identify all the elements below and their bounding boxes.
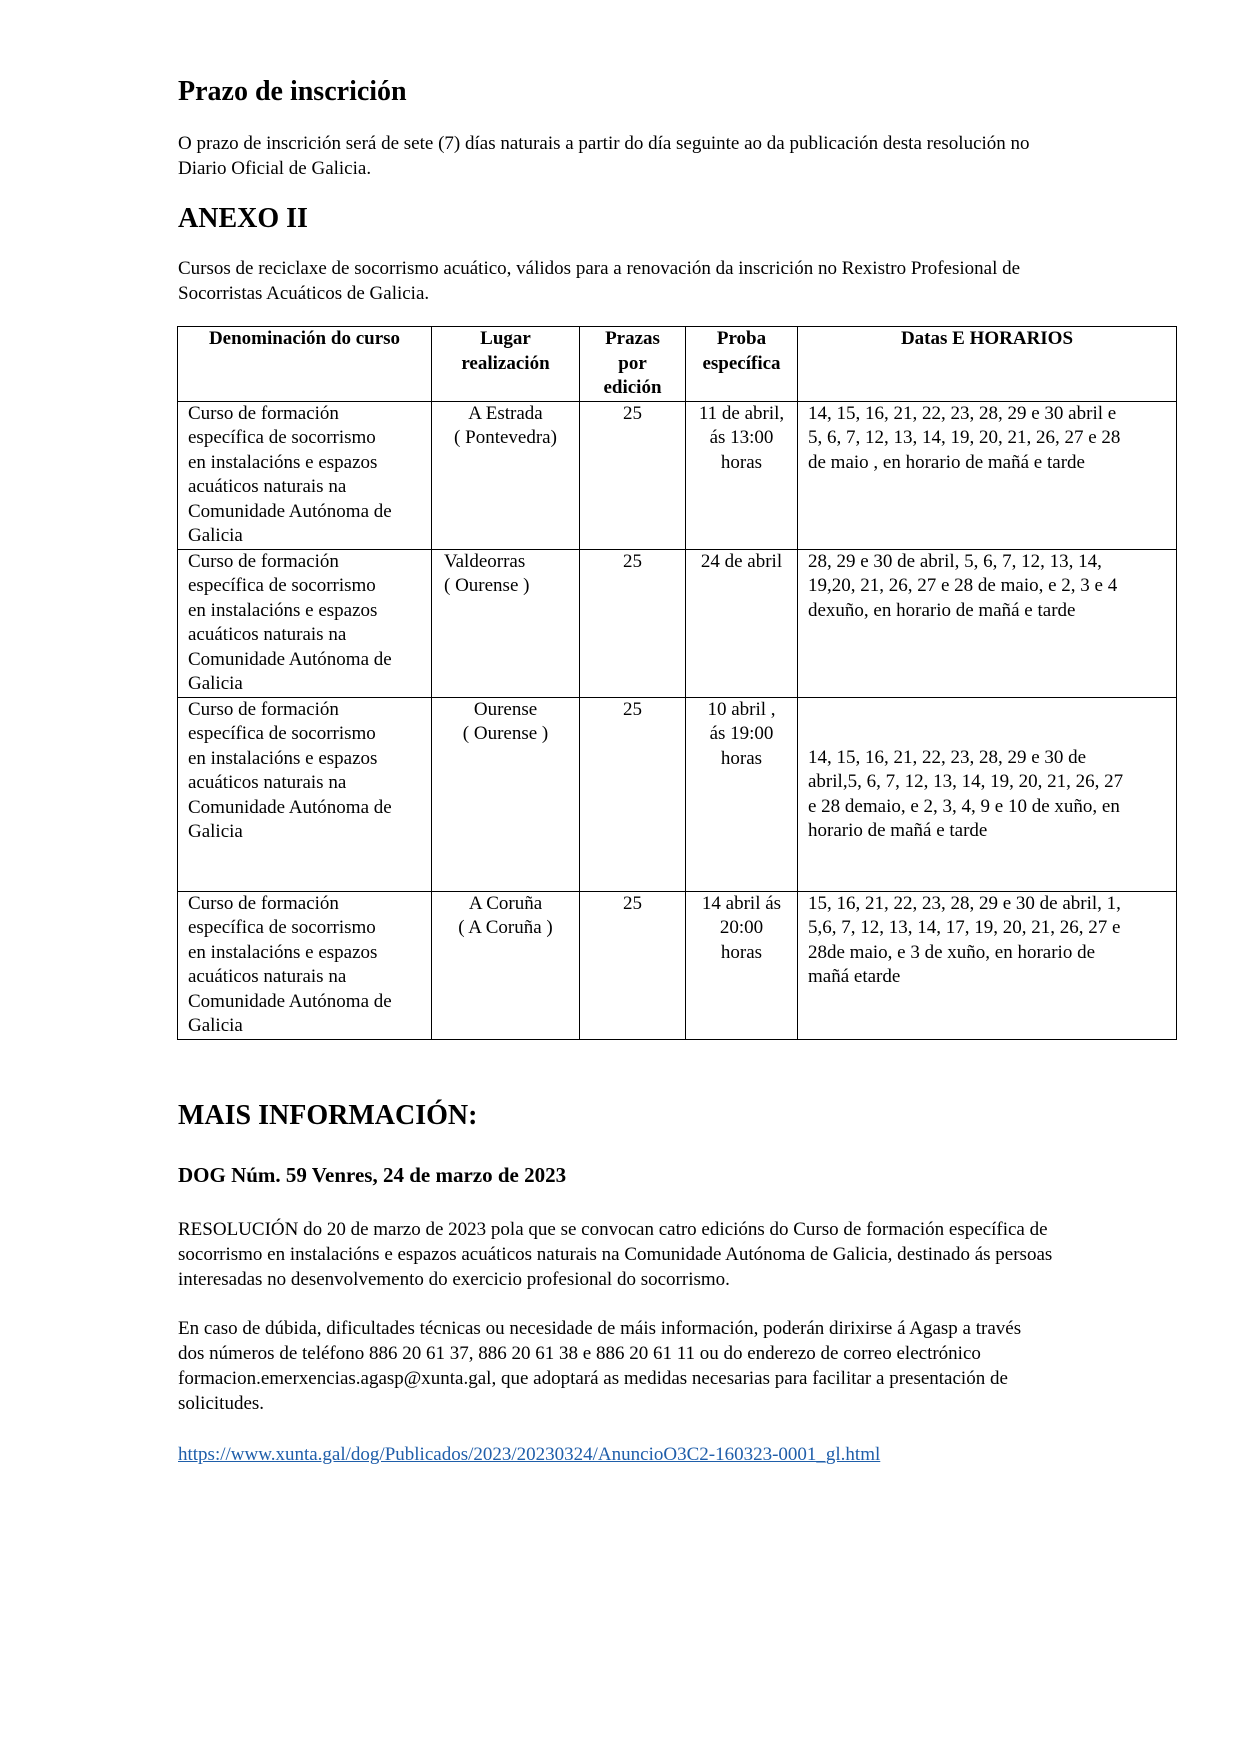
header-place: Lugar realización [432, 327, 580, 402]
anexo-line-2: Socorristas Acuáticos de Galicia. [178, 283, 430, 304]
contact-paragraph [178, 1316, 1126, 1416]
course-seats: 25 [580, 401, 686, 549]
course-test: 10 abril , ás 19:00 horas [686, 697, 798, 891]
resolution-line-3: interesadas no desenvolvemento do exercicio profesional do socorrismo. [178, 1269, 730, 1290]
course-dates: 28, 29 e 30 de abril, 5, 6, 7, 12, 13, 14, 19,20, 21, 26, 27 e 28 de maio, e 2, 3 e 4 dexuño, en horario de mañá e tarde [798, 549, 1177, 697]
course-name: Curso de formación específica de socorrismo en instalacións e espazos acuáticos naturais na Comunidade Autónoma de Galicia [178, 549, 432, 697]
course-dates: 15, 16, 21, 22, 23, 28, 29 e 30 de abril, 1, 5,6, 7, 12, 13, 14, 17, 19, 20, 21, 26, 27 e 28de maio, e 3 de xuño, en horario de mañá etarde [798, 891, 1177, 1039]
prazo-line-1: O prazo de inscrición será de sete (7) días naturais a partir do día seguinte ao da publicación desta resolución no [178, 133, 1030, 154]
resolution-line-2: socorrismo en instalacións e espazos acuáticos naturais na Comunidade Autónoma de Galicia, destinado ás persoas [178, 1244, 1053, 1265]
contact-line-2: dos números de teléfono 886 20 61 37, 886 20 61 38 e 886 20 61 11 ou do enderezo de correo electrónico [178, 1343, 981, 1364]
contact-line-4: solicitudes. [178, 1393, 265, 1414]
course-place: Ourense ( Ourense ) [432, 697, 580, 891]
course-place: Valdeorras ( Ourense ) [432, 549, 580, 697]
anexo-paragraph [178, 256, 1128, 306]
section-title-prazo: Prazo de inscrición [178, 76, 407, 107]
course-place: A Estrada ( Pontevedra) [432, 401, 580, 549]
course-seats: 25 [580, 697, 686, 891]
table-row [178, 891, 1177, 1039]
header-seats: Prazas por edición [580, 327, 686, 402]
course-name: Curso de formación específica de socorrismo en instalacións e espazos acuáticos naturais na Comunidade Autónoma de Galicia [178, 891, 432, 1039]
section-title-anexo: ANEXO II [178, 203, 308, 234]
course-name: Curso de formación específica de socorrismo en instalacións e espazos acuáticos naturais na Comunidade Autónoma de Galicia [178, 401, 432, 549]
resolution-paragraph [178, 1217, 1126, 1292]
course-seats: 25 [580, 891, 686, 1039]
table-header-row [178, 327, 1177, 402]
contact-line-1: En caso de dúbida, dificultades técnicas ou necesidade de máis información, poderán dirixirse á Agasp a través [178, 1318, 1022, 1339]
resolution-line-1: RESOLUCIÓN do 20 de marzo de 2023 pola que se convocan catro edicións do Curso de formación específica de [178, 1219, 1048, 1240]
dog-subtitle: DOG Núm. 59 Venres, 24 de marzo de 2023 [178, 1163, 567, 1187]
table-row [178, 401, 1177, 549]
contact-line-3: formacion.emerxencias.agasp@xunta.gal, que adoptará as medidas necesarias para facilitar a presentación de [178, 1368, 1008, 1389]
course-seats: 25 [580, 549, 686, 697]
section-title-mais-info: MAIS INFORMACIÓN: [178, 1100, 478, 1131]
header-dates: Datas E HORARIOS [798, 327, 1177, 402]
courses-table [177, 326, 1177, 1040]
anexo-line-1: Cursos de reciclaxe de socorrismo acuático, válidos para a renovación da inscrición no Rexistro Profesional de [178, 258, 1021, 279]
course-test: 11 de abril, ás 13:00 horas [686, 401, 798, 549]
course-test: 24 de abril [686, 549, 798, 697]
header-test: Proba específica [686, 327, 798, 402]
table-row [178, 697, 1177, 891]
course-name: Curso de formación específica de socorrismo en instalacións e espazos acuáticos naturais na Comunidade Autónoma de Galicia [178, 697, 432, 891]
course-place: A Coruña ( A Coruña ) [432, 891, 580, 1039]
course-dates: 14, 15, 16, 21, 22, 23, 28, 29 e 30 de abril,5, 6, 7, 12, 13, 14, 19, 20, 21, 26, 27 e 28 demaio, e 2, 3, 4, 9 e 10 de xuño, en horario de mañá e tarde [798, 697, 1177, 891]
dog-link[interactable]: https://www.xunta.gal/dog/Publicados/2023/20230324/AnuncioO3C2-160323-0001_gl.html [178, 1444, 881, 1465]
course-test: 14 abril ás 20:00 horas [686, 891, 798, 1039]
table-row [178, 549, 1177, 697]
header-name: Denominación do curso [178, 327, 432, 402]
prazo-line-2: Diario Oficial de Galicia. [178, 158, 372, 179]
prazo-paragraph [178, 131, 1128, 181]
course-dates: 14, 15, 16, 21, 22, 23, 28, 29 e 30 abril e 5, 6, 7, 12, 13, 14, 19, 20, 21, 26, 27 e 28 de maio , en horario de mañá e tarde [798, 401, 1177, 549]
